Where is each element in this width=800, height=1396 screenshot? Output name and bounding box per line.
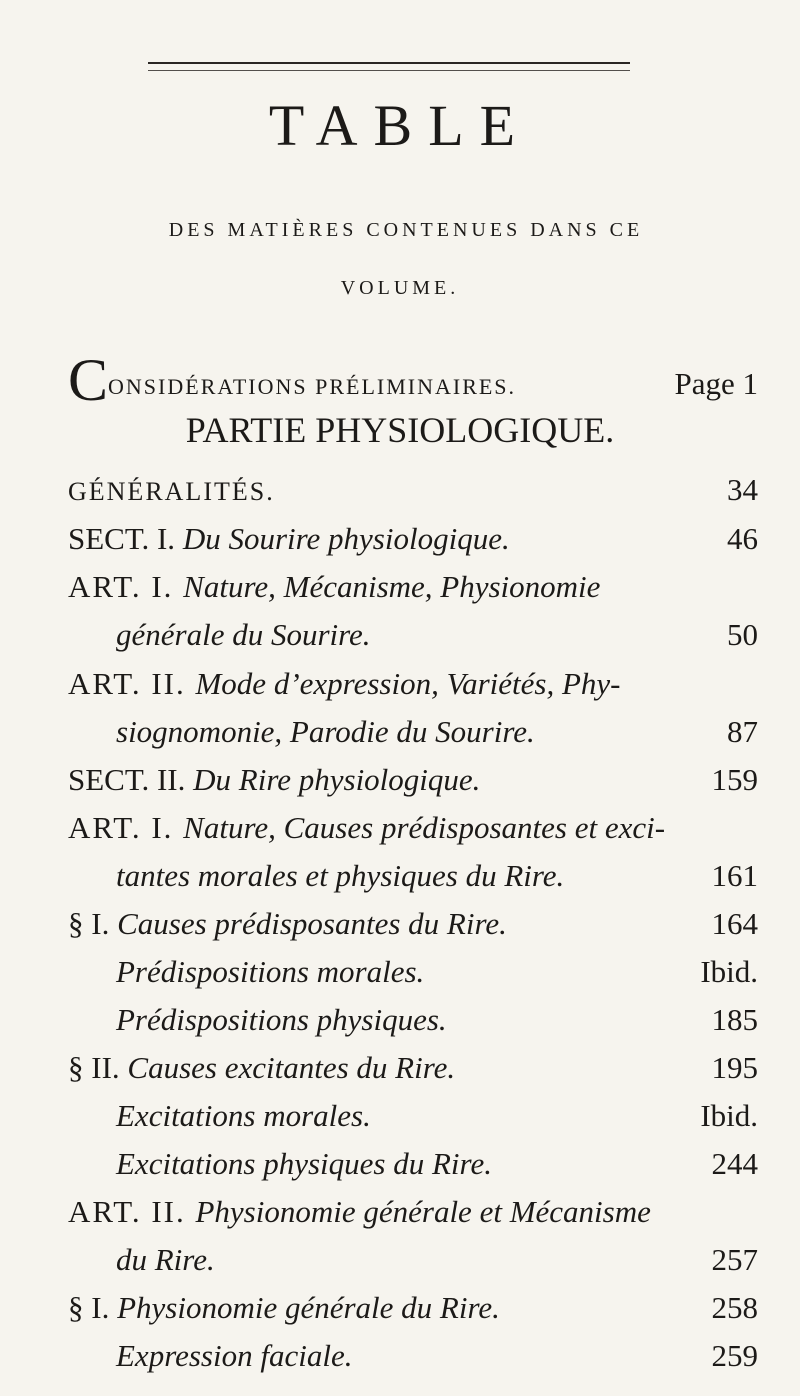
page-number: 161 [711, 858, 758, 893]
page-number: 159 [711, 762, 758, 797]
page-number: Ibid. [700, 954, 758, 989]
page-number: 34 [727, 472, 758, 507]
page-number: 50 [727, 617, 758, 652]
toc-entry-para-1-physionomie: § I. Physionomie générale du Rire. 258 [68, 1288, 758, 1328]
page-number: Ibid. [700, 1098, 758, 1133]
toc-entry-art-2-rire-cont: du Rire. 257 [116, 1240, 758, 1280]
page-number: Page 1 [674, 366, 758, 401]
page-number: 259 [711, 1338, 758, 1373]
toc-entry-art-1-cont: générale du Sourire. 50 [116, 615, 758, 655]
top-rule [148, 62, 630, 64]
page-number: 164 [711, 906, 758, 941]
toc-entry-sect-1: SECT. I. Du Sourire physiologique. 46 [68, 519, 758, 559]
toc-entry-art-1-rire-cont: tantes morales et physiques du Rire. 161 [116, 856, 758, 896]
page-number: 46 [727, 521, 758, 556]
subtitle-line-2: VOLUME. [340, 277, 460, 299]
toc-entry-predispositions-physiques: Prédispositions physiques. 185 [116, 1000, 758, 1040]
subtitle-line-1: DES MATIÈRES CONTENUES DANS CE [168, 219, 644, 241]
toc-entry-excitations-morales: Excitations morales. Ibid. [116, 1096, 758, 1136]
toc-entry-sect-2: SECT. II. Du Rire physiologique. 159 [68, 760, 758, 800]
toc-entry-generalites: GÉNÉRALITÉS. 34 [68, 470, 758, 512]
toc-entry-art-2: ART. II. Mode d’expression, Variétés, Phy- [68, 666, 621, 701]
top-rule-thin [148, 70, 630, 71]
toc-entry-art-1-rire: ART. I. Nature, Causes prédisposantes et exci- [68, 810, 666, 845]
toc-entry-art-2-cont: siognomonie, Parodie du Sourire. 87 [116, 712, 758, 752]
toc-entry-para-2: § II. Causes excitantes du Rire. 195 [68, 1048, 758, 1088]
toc-entry-art-1: ART. I. Nature, Mécanisme, Physionomie [68, 569, 601, 604]
page-number: 257 [711, 1242, 758, 1277]
toc-entry-art-2-rire: ART. II. Physionomie générale et Mécanisme [68, 1194, 651, 1229]
toc-entry-predispositions-morales: Prédispositions morales. Ibid. [116, 952, 758, 992]
toc-entry-excitations-physiques: Excitations physiques du Rire. 244 [116, 1144, 758, 1184]
page-number: 244 [711, 1146, 758, 1181]
toc-entry-para-1: § I. Causes prédisposantes du Rire. 164 [68, 904, 758, 944]
toc-entry-considerations: CONSIDÉRATIONS PRÉLIMINAIRES. Page 1 [68, 347, 758, 413]
page-number: 195 [711, 1050, 758, 1085]
page-number: 87 [727, 714, 758, 749]
page-number: 258 [711, 1290, 758, 1325]
page-number: 185 [711, 1002, 758, 1037]
part-heading: PARTIE PHYSIOLOGIQUE. [185, 410, 615, 450]
page-title: TABLE [268, 93, 532, 158]
toc-entry-expression-faciale: Expression faciale. 259 [116, 1336, 758, 1376]
